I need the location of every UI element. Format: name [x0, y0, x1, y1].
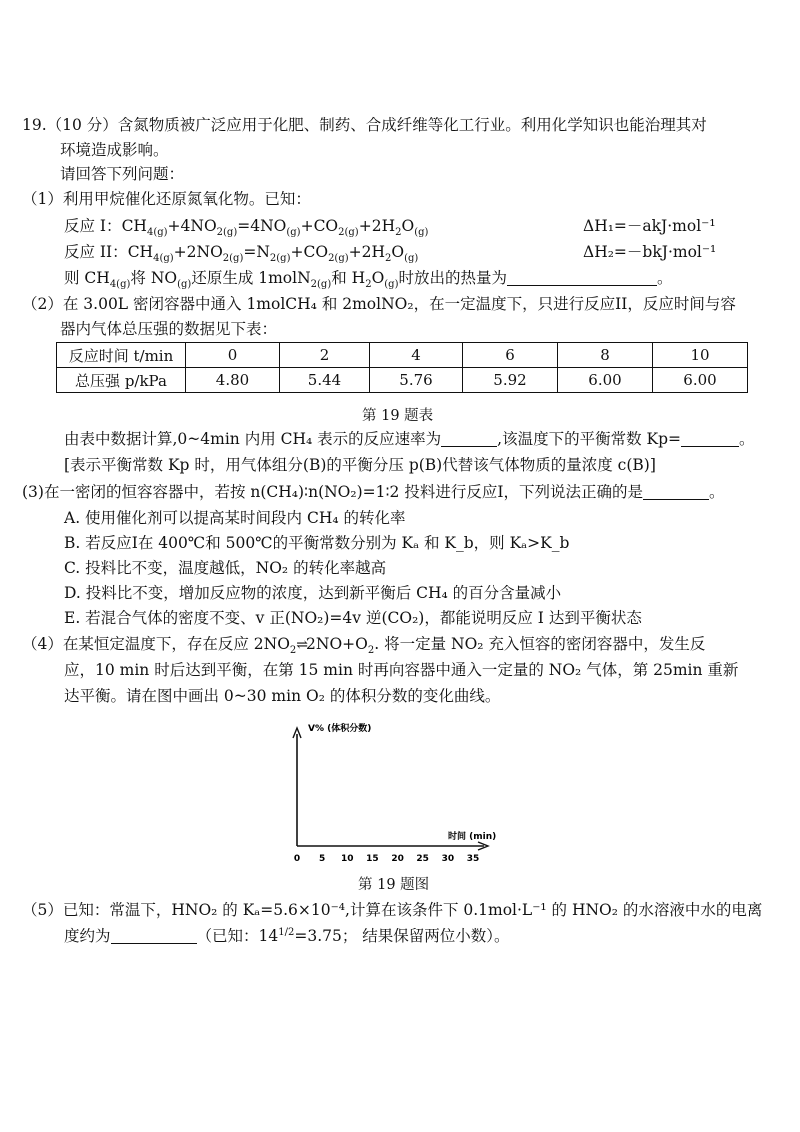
y-axis-label: V% (体积分数): [308, 724, 372, 734]
x-tick-label: 20: [391, 854, 404, 864]
x-tick-label: 0: [293, 854, 301, 864]
table-cell: 0: [186, 343, 280, 368]
table-caption: 第 19 题表: [362, 408, 434, 424]
option-e: E. 若混合气体的密度不变、v 正(NO₂)=4v 逆(CO₂)，都能说明反应 I 达到平衡状态: [64, 609, 642, 627]
part1-question: 则 $CH_{4(g)}$将 $NO_{(g)}$还原生成 1molN$_{2(g)}$和 $H_2O_{(g)}$时放出的热量为 。: [64, 269, 673, 291]
x-tick-label: 30: [441, 854, 455, 864]
part4-line-1: （4）在某恒定温度下，存在反应 $2NO_2\rightleftharpoons 2NO+O_2$. 将一定量 NO₂ 充入恒容的密闭容器中，发生反: [22, 635, 706, 657]
reaction-2: 反应 II：$CH_{4(g)}+2NO_{2(g)}=N_{2(g)}+CO_{2(g)}+2H_2O_{(g)}$: [64, 243, 419, 265]
figure-caption: 第 19 题图: [358, 877, 430, 893]
part1-heading: （1）利用甲烷催化还原氮氧化物。已知：: [22, 190, 311, 208]
answer-blank-3[interactable]: [681, 430, 739, 447]
question-prompt: 请回答下列问题：: [60, 165, 185, 183]
question-intro-line-1: 19.（10 分）含氮物质被广泛应用于化肥、制药、合成纤维等化工行业。利用化学知识也能治理其对: [22, 116, 707, 134]
table-cell: 8: [558, 343, 653, 368]
x-tick-labels: [294, 854, 479, 864]
part2-question: 由表中数据计算,0~4min 内用 CH₄ 表示的反应速率为 ,该温度下的平衡常数 Kp= 。: [64, 430, 755, 448]
option-c: C. 投料比不变，温度越低，NO₂ 的转化率越高: [64, 559, 387, 577]
table-cell: 2: [280, 343, 370, 368]
answer-blank-2[interactable]: [441, 430, 497, 447]
answer-blank-5[interactable]: [111, 927, 197, 944]
option-d: D. 投料比不变，增加反应物的浓度，达到新平衡后 CH₄ 的百分含量减小: [64, 584, 562, 602]
x-tick-label: 5: [318, 854, 326, 864]
table-cell: 6.00: [653, 368, 748, 393]
part2-note: [表示平衡常数 Kp 时，用气体组分(B)的平衡分压 p(B)代替该气体物质的量浓度 c(B)]: [64, 456, 656, 474]
table-cell: 5.76: [370, 368, 463, 393]
table-cell: 6: [463, 343, 558, 368]
equilibrium-arrow-icon: ⇌: [296, 637, 307, 653]
x-tick-label: 10: [341, 854, 354, 864]
part4-line-2: 应，10 min 时后达到平衡，在第 15 min 时再向容器中通入一定量的 NO₂ 气体，第 25min 重新: [64, 661, 739, 679]
reaction-1-label: 反应 I：: [64, 217, 122, 235]
table-cell: 6.00: [558, 368, 653, 393]
x-tick-label: 15: [366, 854, 379, 864]
table-cell: 5.44: [280, 368, 370, 393]
reaction-2-enthalpy: ΔH₂=－bkJ·mol⁻¹: [583, 243, 717, 261]
answer-blank-1[interactable]: [507, 269, 657, 286]
table-row-label: 反应时间 t/min: [57, 343, 186, 368]
table-cell: 5.92: [463, 368, 558, 393]
table-cell: 4: [370, 343, 463, 368]
table-cell: 10: [653, 343, 748, 368]
part2-line-2: 器内气体总压强的数据见下表：: [60, 320, 278, 338]
x-tick-label: 35: [466, 854, 480, 864]
table-row-time: [57, 343, 748, 368]
part2-line-1: （2）在 3.00L 密闭容器中通入 1molCH₄ 和 2molNO₂，在一定温度下，只进行反应II，反应时间与容: [22, 295, 736, 313]
question-intro-line-2: 环境造成影响。: [60, 141, 169, 159]
table-row-label: 总压强 p/kPa: [57, 368, 186, 393]
table-cell: 4.80: [186, 368, 280, 393]
x-axis-label: 时间 (min): [448, 832, 497, 842]
reaction-2-label: 反应 II：: [64, 243, 128, 261]
reaction-1-enthalpy: ΔH₁=－akJ·mol⁻¹: [583, 217, 716, 235]
x-tick-label: 25: [416, 854, 429, 864]
part5-line-2: 度约为 （已知：$14^{1/2}=3.75$； 结果保留两位小数）。: [64, 926, 510, 945]
part5-line-1: （5）已知：常温下，HNO₂ 的 Kₐ=5.6×10⁻⁴,计算在该条件下 0.1mol·L⁻¹ 的 HNO₂ 的水溶液中水的电离: [22, 901, 763, 919]
volume-fraction-chart[interactable]: [270, 718, 510, 868]
option-a: A. 使用催化剂可以提高某时间段内 CH₄ 的转化率: [64, 509, 406, 527]
reaction-1: 反应 I：$CH_{4(g)}+4NO_{2(g)}=4NO_{(g)}+CO_{2(g)}+2H_2O_{(g)}$: [64, 217, 429, 239]
pressure-table: [56, 342, 748, 393]
part4-line-3: 达平衡。请在图中画出 0~30 min O₂ 的体积分数的变化曲线。: [64, 687, 501, 705]
part3-heading: (3)在一密闭的恒容容器中，若按 n(CH₄)∶n(NO₂)=1∶2 投料进行反应I，下列说法正确的是 。: [22, 483, 725, 501]
answer-blank-4[interactable]: [643, 483, 709, 500]
option-b: B. 若反应I在 400℃和 500℃的平衡常数分别为 Kₐ 和 K_b，则 Kₐ>K_b: [64, 534, 570, 552]
table-row-pressure: [57, 368, 748, 393]
